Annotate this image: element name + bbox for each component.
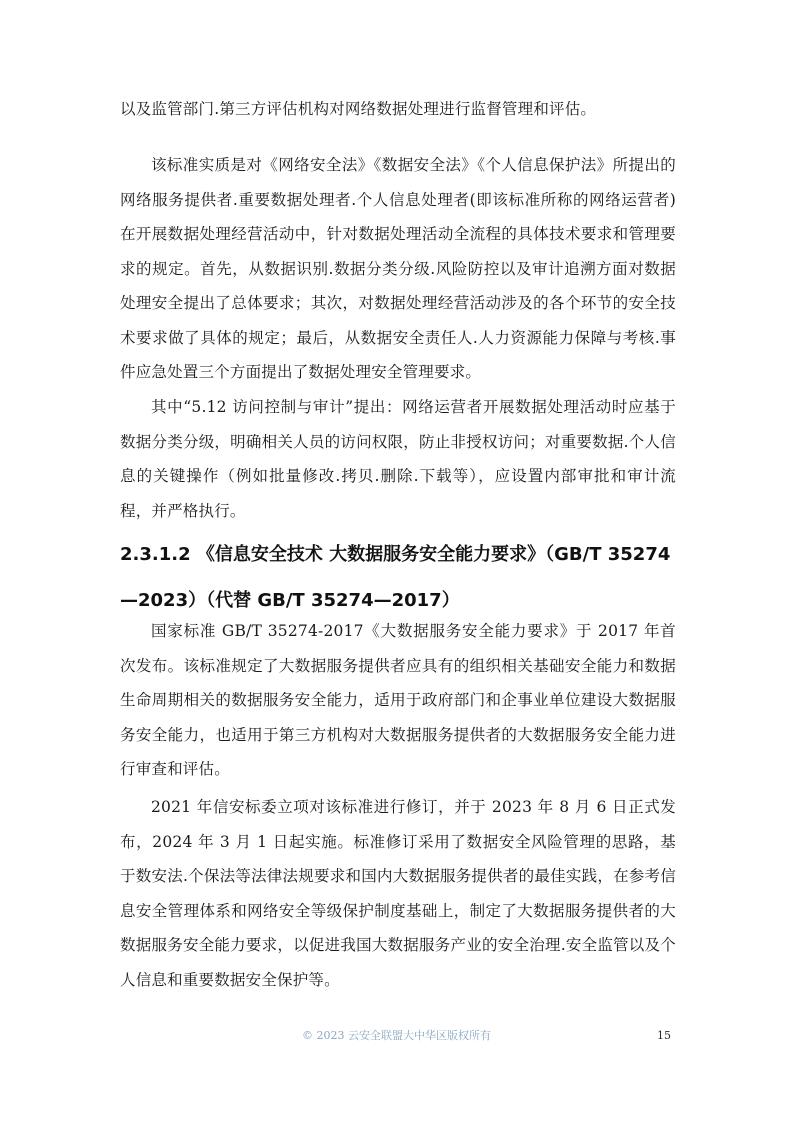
section-heading: 2.3.1.2 《信息安全技术 大数据服务安全能力要求》（GB/T 35274—2023）（代替 GB/T 35274—2017） — [120, 544, 671, 611]
page-number: 15 — [657, 1029, 671, 1042]
paragraph-standard-essence: 该标准实质是对《网络安全法》《数据安全法》《个人信息保护法》所提出的网络服务提供者.重要数据处理者.个人信息处理者(即该标准所称的网络运营者)在开展数据处理经营活动中，针对数据处理活动全流程的具体技术要求和管理要求的规定。首先，从数据识别.数据分类分级.风险防控以及审计追溯方面对数据处理安全提出了总体要求；其次，对数据处理经营活动涉及的各个环节的安全技术要求做了具体的规定；最后，从数据安全责任人.人力资源能力保障与考核.事件应急处置三个方面提出了数据处理安全管理要求。 — [120, 156, 676, 381]
paragraph-standard-history: 国家标准 GB/T 35274-2017《大数据服务安全能力要求》于 2017 年首次发布。该标准规定了大数据服务提供者应具有的组织相关基础安全能力和数据生命周期相关的数据服务安全能力，适用于政府部门和企事业单位建设大数据服务安全能力，也适用于第三方机构对大数据服务提供者的大数据服务安全能力进行审查和评估。 — [120, 622, 676, 778]
page-footer — [0, 1026, 793, 1046]
paragraph-standard-revision: 2021 年信安标委立项对该标准进行修订，并于 2023 年 8 月 6 日正式发布，2024 年 3 月 1 日起实施。标准修订采用了数据安全风险管理的思路，基于数安法.个保法等法律法规要求和国内大数据服务提供者的最佳实践，在参考信息安全管理体系和网络安全等级保护制度基础上，制定了大数据服务提供者的大数据服务安全能力要求，以促进我国大数据服务产业的安全治理.安全监管以及个人信息和重要数据安全保护等。 — [120, 798, 676, 989]
paragraph-access-control: 其中“5.12 访问控制与审计”提出：网络运营者开展数据处理活动时应基于数据分类分级，明确相关人员的访问权限，防止非授权访问；对重要数据.个人信息的关键操作（例如批量修改.拷贝.删除.下载等），应设置内部审批和审计流程，并严格执行。 — [120, 398, 676, 520]
footer-copyright: © 2023 云安全联盟大中华区版权所有 — [302, 1029, 491, 1042]
paragraph-continuation: 以及监管部门.第三方评估机构对网络数据处理进行监督管理和评估。 — [120, 100, 597, 118]
